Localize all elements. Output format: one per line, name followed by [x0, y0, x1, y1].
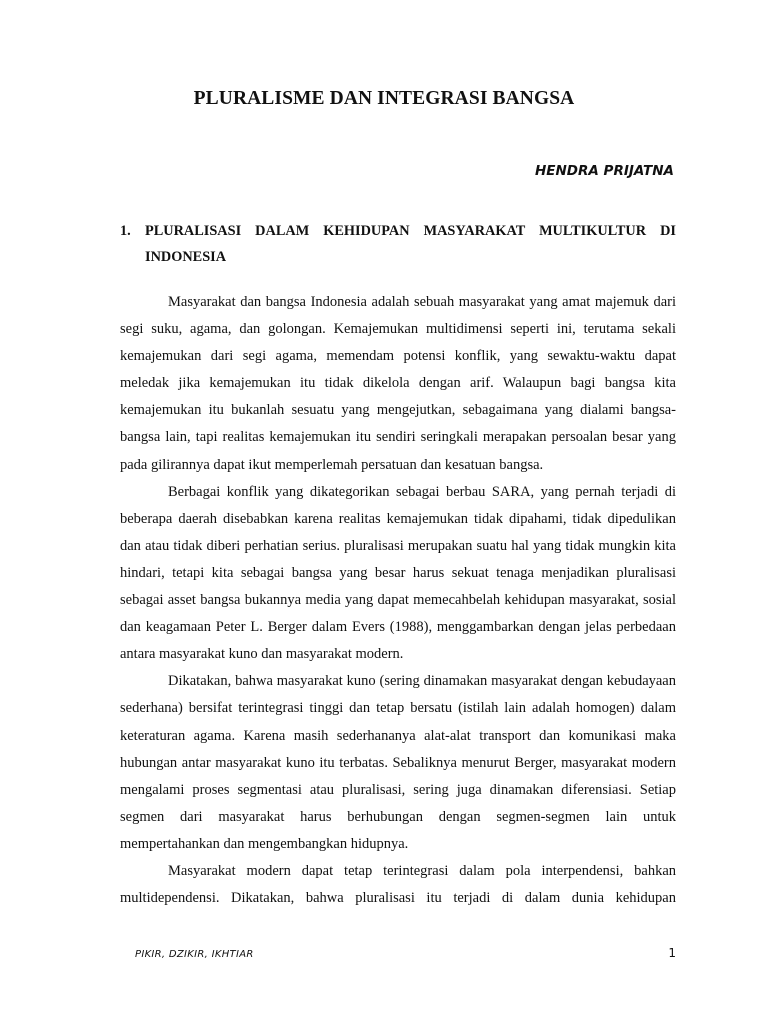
page-number: 1 — [668, 946, 676, 960]
section-heading-text: PLURALISASI DALAM KEHIDUPAN MASYARAKAT MULTIKULTUR DI INDONESIA — [145, 223, 676, 265]
paragraph: Masyarakat modern dapat tetap terintegrasi dalam pola interpendensi, bahkan multidependensi. Dikatakan, bahwa pluralisasi itu terjadi di dalam dunia kehidupan — [120, 862, 676, 907]
body-text — [120, 289, 676, 912]
paragraph: Masyarakat dan bangsa Indonesia adalah sebuah masyarakat yang amat majemuk dari segi suku, agama, dan golongan. Kemajemukan multidimensi seperti ini, terutama sekali kemajemukan dari segi agama, memendam potensi konflik, yang sewaktu-waktu dapat meledak jika kemajemukan itu tidak dikelola dengan arif. Walaupun bagi bangsa kita kemajemukan itu bukanlah sesuatu yang mengejutkan, sebagaimana yang dialami bangsa-bangsa lain, tapi realitas kemajemukan itu sendiri seringkali merapakan persoalan besar yang pada gilirannya dapat ikut memperlemah persatuan dan kesatuan bangsa. — [120, 294, 676, 473]
paragraph: Berbagai konflik yang dikategorikan sebagai berbau SARA, yang pernah terjadi di beberapa daerah disebabkan karena realitas kemajemukan tidak dipahami, tidak dipedulikan dan atau tidak diberi perhatian serius. pluralisasi merupakan suatu hal yang tidak mungkin kita hindari, tetapi kita sebagai bangsa yang besar harus sekuat tenaga menjadikan pluralisasi sebagai asset bangsa bukannya media yang dapat memecahbelah kehidupan masyarakat, sosial dan keagamaan Peter L. Berger dalam Evers (1988), menggambarkan dengan jelas perbedaan antara masyarakat kuno dan masyarakat modern. — [120, 483, 676, 663]
document-title: PLURALISME DAN INTEGRASI BANGSA — [193, 88, 575, 109]
paragraph: Dikatakan, bahwa masyarakat kuno (sering dinamakan masyarakat dengan kebudayaan sederhana) bersifat terintegrasi tinggi dan tetap bersatu (istilah lain adalah homogen) dalam keteraturan agama. Karena masih sederhananya alat-alat transport dan komunikasi maka hubungan antar masyarakat kuno itu terbatas. Sebaliknya menurut Berger, masyarakat modern mengalami proses segmentasi atau pluralisasi, sering juga dinamakan diferensiasi. Setiap segmen dari masyarakat harus berhubungan dengan segmen-segmen lain untuk mempertahankan dan mengembangkan hidupnya. — [120, 673, 676, 852]
author-name: HENDRA PRIJATNA — [534, 163, 674, 179]
section-number: 1. — [120, 223, 131, 239]
footer-text: PIKIR, DZIKIR, IKHTIAR — [135, 949, 254, 960]
section-heading — [120, 218, 676, 270]
